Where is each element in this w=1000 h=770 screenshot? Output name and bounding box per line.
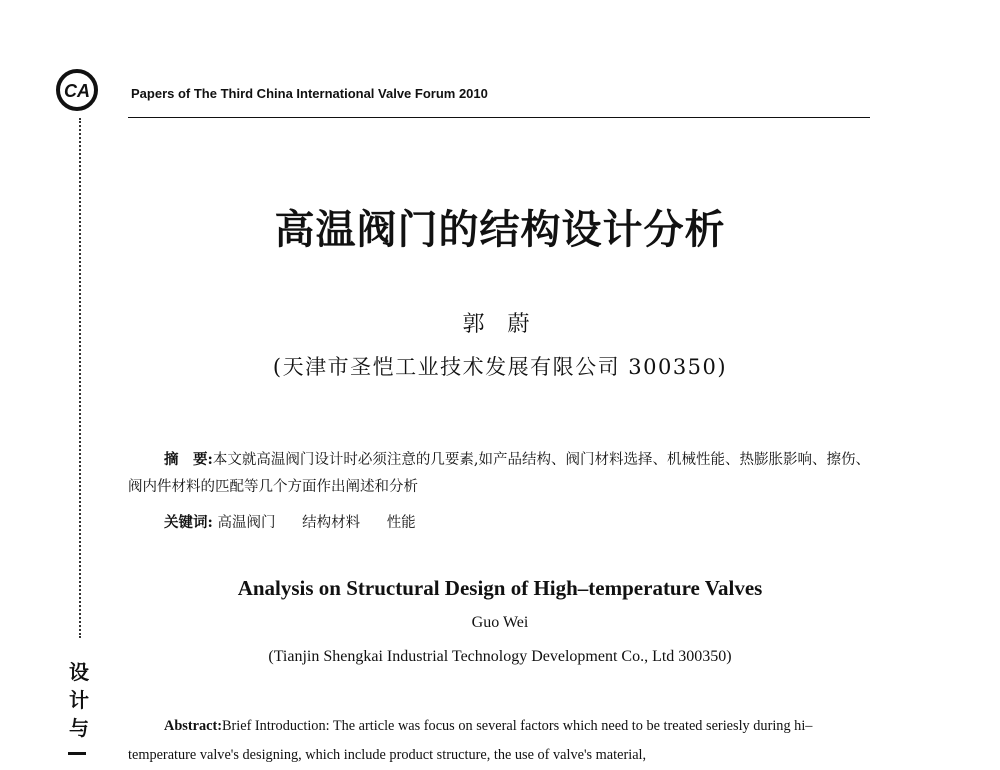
author-en: Guo Wei bbox=[471, 614, 529, 631]
author-cn: 郭 蔚 bbox=[462, 312, 538, 337]
abstract-cn-text: 本文就高温阀门设计时必须注意的几要素,如产品结构、阀门材料选择、机械性能、热膨胀影响、擦伤、阀内件材料的匹配等几个方面作出阐述和分析 bbox=[128, 452, 870, 495]
abstract-cn-label: 摘 要: bbox=[164, 451, 213, 468]
keyword: 高温阀门 bbox=[217, 515, 276, 531]
abstract-en-label: Abstract: bbox=[164, 718, 222, 734]
side-char: 计 bbox=[69, 688, 89, 712]
abstract-en-text: Brief Introduction: The article was focus on several factors which need to be treated seriesly during hi–temperature valve's designing, which include product structure, the use of valve's material, bbox=[128, 718, 813, 763]
abstract-en bbox=[128, 712, 878, 770]
keyword: 结构材料 bbox=[302, 515, 361, 531]
paper-title-cn: 高温阀门的结构设计分析 bbox=[274, 206, 726, 253]
affiliation-cn: (天津市圣恺工业技术发展有限公司 300350) bbox=[272, 355, 728, 379]
keywords-cn-label: 关键词: bbox=[164, 514, 213, 531]
side-section-label bbox=[64, 658, 94, 742]
journal-logo-icon bbox=[55, 68, 99, 112]
affiliation-en: (Tianjin Shengkai Industrial Technology Development Co., Ltd 300350) bbox=[268, 648, 732, 665]
header-divider bbox=[128, 117, 870, 118]
abstract-cn bbox=[128, 446, 883, 501]
side-char: 与 bbox=[69, 716, 89, 740]
keyword: 性能 bbox=[386, 515, 416, 531]
logo-lettering: CA bbox=[64, 81, 90, 101]
keywords-cn bbox=[164, 511, 438, 532]
side-char: 设 bbox=[69, 660, 89, 684]
paper-title-en: Analysis on Structural Design of High–temperature Valves bbox=[237, 576, 763, 600]
side-rule bbox=[68, 752, 86, 755]
journal-header: Papers of The Third China International Valve Forum 2010 bbox=[131, 86, 488, 101]
